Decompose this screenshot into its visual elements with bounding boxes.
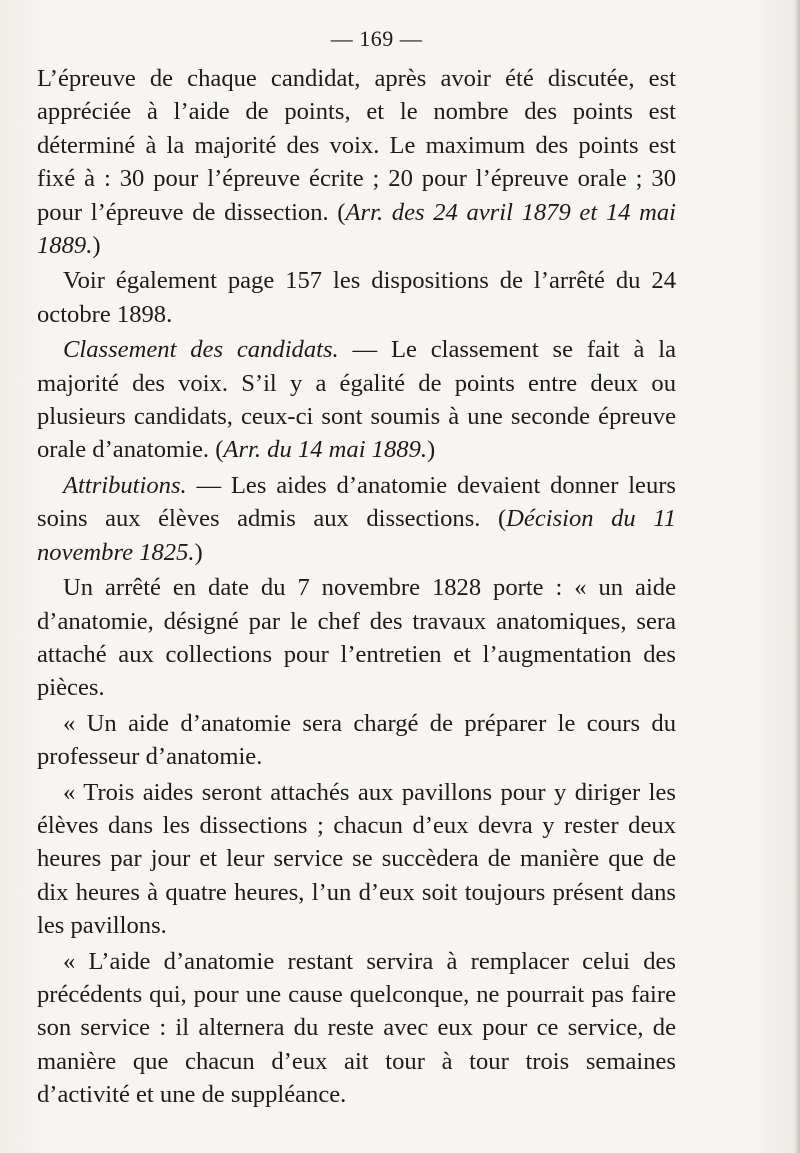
paragraph-text: — Les aides d’anatomie devaient donner leurs soins aux élèves admis aux dissections. ( — [37, 471, 676, 533]
paragraph-cours: « Un aide d’anatomie sera chargé de préparer le cours du professeur d’anatomie. — [37, 709, 676, 771]
paragraph-text: ) — [427, 436, 436, 464]
legal-reference: Arr. du 14 mai 1889. — [223, 436, 428, 464]
section-title: Attributions. — [63, 471, 187, 499]
paragraph-text: — Le classement se fait à la majorité des voix. S’il y a égalité de points entre deux ou plusieurs candidats, ceux-ci sont soumis à une seconde épreuve orale d’anatomie. ( — [37, 336, 676, 464]
paragraph-attributions — [37, 469, 676, 569]
paragraph-classement — [37, 333, 676, 467]
paragraph-text: ) — [92, 232, 101, 260]
paragraph-text: L’épreuve de chaque candidat, après avoir été discutée, est appréciée à l’aide de points, et le nombre des points est déterminé à la majorité des voix. Le maximum des points est fixé à : 30 pour l’épreuve écrite ; 20 pour l’épreuve orale ; 30 pour l’épreuve de dissection. ( — [37, 65, 676, 226]
legal-reference: Décision du 11 novembre 1825. — [37, 505, 676, 566]
paragraph-text: ) — [194, 538, 203, 566]
page-number: — 169 — — [330, 26, 423, 51]
page-edge-shadow — [794, 0, 800, 1153]
legal-reference: Arr. des 24 avril 1879 et 14 mai 1889. — [37, 198, 676, 260]
paragraph-remplacement: « L’aide d’anatomie restant servira à remplacer celui des précédents qui, pour une cause quelconque, ne pourrait pas faire son service : il alternera du reste avec eux pour ce service, de manière que chacun d’eux ait tour à tour trois semaines d’activité et une de suppléance. — [37, 947, 676, 1109]
paragraph-arrete-1828: Un arrêté en date du 7 novembre 1828 porte : « un aide d’anatomie, désigné par le chef des travaux anatomiques, sera attaché aux collections pour l’entretien et l’augmentation des pièces. — [37, 574, 676, 702]
section-title: Classement des candidats. — [63, 336, 339, 364]
paragraph-scoring — [37, 62, 676, 262]
paragraph-see-also: Voir également page 157 les dispositions de l’arrêté du 24 octobre 1898. — [37, 267, 676, 328]
paragraph-pavillons: « Trois aides seront attachés aux pavillons pour y diriger les élèves dans les dissections ; chacun d’eux devra y rester deux heures par jour et leur service se succèdera de manière que de dix heures à quatre heures, l’un d’eux soit toujours présent dans les pavillons. — [37, 778, 676, 940]
